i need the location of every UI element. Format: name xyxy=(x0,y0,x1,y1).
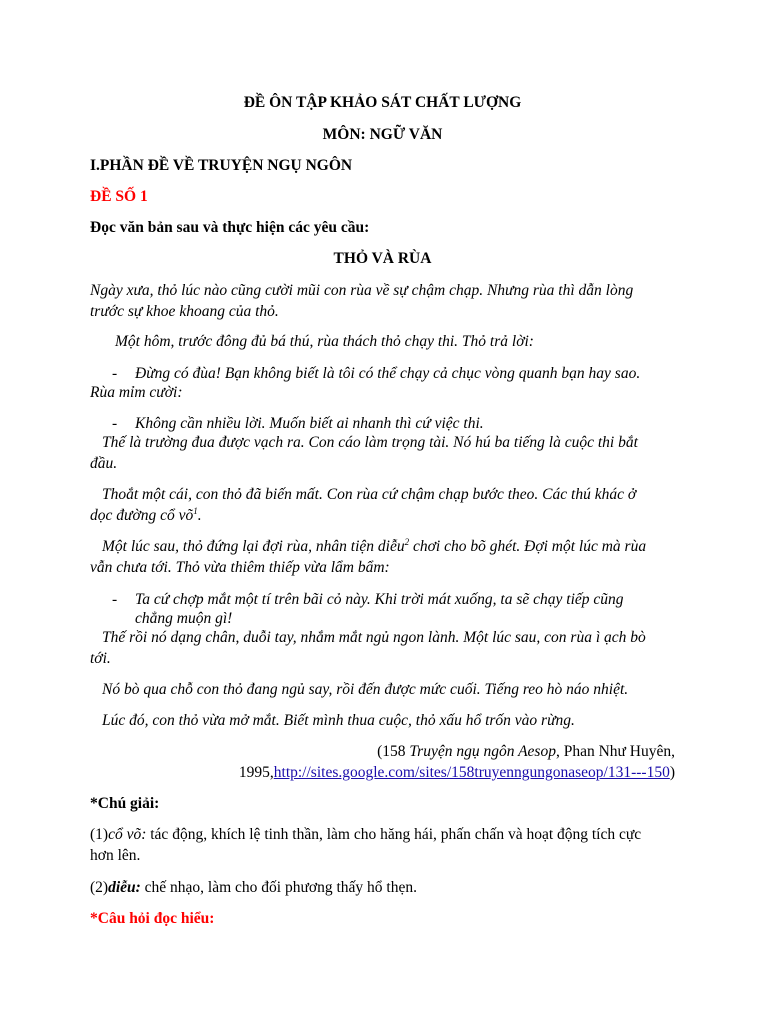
source-line-2: 1995,http://sites.google.com/sites/158truyenngungonaseop/131---150) xyxy=(238,764,675,781)
dialogue-3-line-2: chẳng muộn gì! xyxy=(135,610,233,627)
notes-heading: *Chú giải: xyxy=(90,795,160,812)
footnote-ref-2: 2 xyxy=(404,536,410,547)
paragraph-3: Rùa mỉm cười: xyxy=(90,384,183,401)
paragraph-1-line-1: Ngày xưa, thỏ lúc nào cũng cười mũi con rùa về sự chậm chạp. Nhưng rùa thì dẫn lòng xyxy=(90,282,634,299)
paragraph-6-line-2: vẫn chưa tới. Thỏ vừa thiêm thiếp vừa lẩm bẩm: xyxy=(90,559,390,576)
paragraph-7-line-2: tới. xyxy=(90,650,111,667)
note-2: (2)diễu: chế nhạo, làm cho đối phương thấy hổ thẹn. xyxy=(90,879,417,896)
paragraph-2: Một hôm, trước đông đủ bá thú, rùa thách thỏ chạy thi. Thỏ trả lời: xyxy=(115,333,534,350)
paragraph-5-line-2: dọc đường cổ $võ^1$. xyxy=(90,505,202,524)
note-1-line-2: hơn lên. xyxy=(90,847,141,864)
questions-heading: *Câu hỏi đọc hiểu: xyxy=(90,910,215,927)
paragraph-9: Lúc đó, con thỏ vừa mở mắt. Biết mình thua cuộc, thỏ xấu hổ trốn vào rừng. xyxy=(102,712,575,729)
story-title: THỎ VÀ RÙA xyxy=(333,250,432,267)
source-line-1: (158 Truyện ngụ ngôn Aesop, Phan Như Huyên, xyxy=(377,743,675,760)
subject-title: MÔN: NGỮ VĂN xyxy=(322,126,443,143)
paragraph-8: Nó bò qua chỗ con thỏ đang ngủ say, rồi đến được mức cuối. Tiếng reo hò náo nhiệt. xyxy=(102,681,629,698)
footnote-ref-1: 1 xyxy=(193,505,198,516)
instruction: Đọc văn bản sau và thực hiện các yêu cầu: xyxy=(90,219,370,236)
doc-title: ĐỀ ÔN TẬP KHẢO SÁT CHẤT LƯỢNG xyxy=(243,94,522,111)
paragraph-6-line-1: Một lúc sau, thỏ đứng lại đợi rùa, nhân tiện diễu$^2$ chơi cho bõ ghét. Đợi một lúc mà rùa xyxy=(102,536,647,555)
paragraph-5-line-1: Thoắt một cái, con thỏ đã biến mất. Con rùa cứ chậm chạp bước theo. Các thú khác ở xyxy=(102,486,637,503)
paragraph-4-line-2: đầu. xyxy=(90,455,118,472)
part-heading: I.PHẦN ĐỀ VỀ TRUYỆN NGỤ NGÔN xyxy=(90,157,353,174)
paragraph-1-line-2: trước sự khoe khoang của thỏ. xyxy=(90,303,279,320)
exam-number: ĐỀ SỐ 1 xyxy=(90,188,148,205)
note-1-line-1: (1)cổ võ: tác động, khích lệ tinh thần, làm cho hăng hái, phấn chấn và hoạt động tích cực xyxy=(90,826,642,843)
source-link[interactable]: http://sites.google.com/sites/158truyenngungonaseop/131---150 xyxy=(273,764,670,781)
paragraph-7-line-1: Thế rồi nó dạng chân, duỗi tay, nhắm mắt ngủ ngon lành. Một lúc sau, con rùa ì ạch bò xyxy=(102,629,646,646)
paragraph-4-line-1: Thế là trường đua được vạch ra. Con cáo làm trọng tài. Nó hú ba tiếng là cuộc thi bắt xyxy=(102,434,638,451)
